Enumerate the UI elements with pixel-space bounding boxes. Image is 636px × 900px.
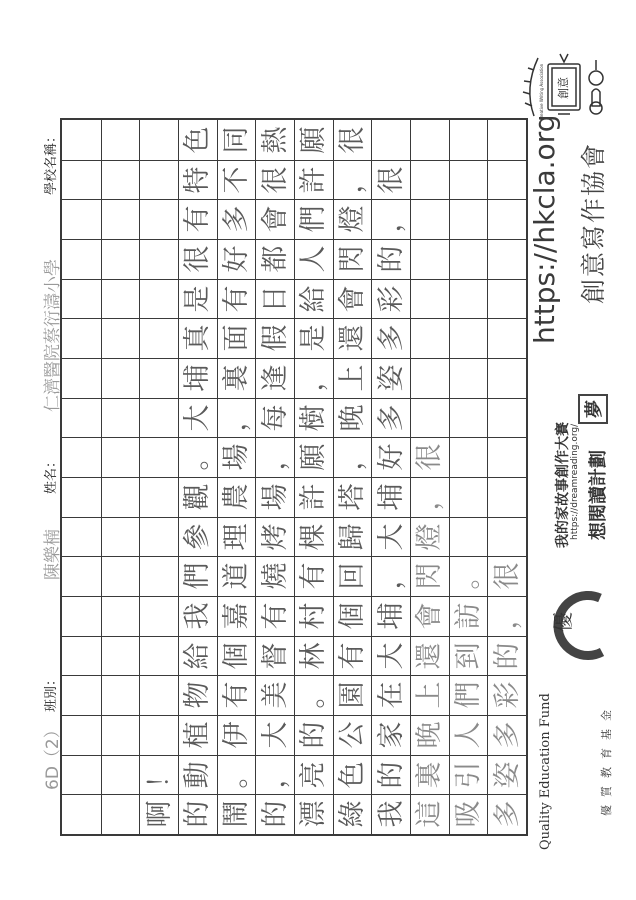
- essay-character: 給: [297, 285, 329, 312]
- essay-character: 色: [181, 126, 213, 154]
- essay-character: 很: [336, 126, 368, 154]
- essay-character: 大: [259, 721, 291, 749]
- essay-character: 會: [336, 285, 368, 312]
- essay-character: 熱: [259, 126, 291, 154]
- essay-character: 我: [181, 602, 213, 630]
- svg-text:Creative Writing Association: Creative Writing Association: [539, 63, 544, 121]
- essay-character: 會: [413, 602, 445, 630]
- essay-character: 好: [375, 443, 407, 471]
- essay-character: 。: [452, 562, 484, 590]
- essay-character: 很: [375, 166, 407, 193]
- essay-character: 場: [259, 483, 291, 511]
- essay-character: 樹: [297, 404, 329, 431]
- fund-name-en: Quality Education Fund: [538, 693, 553, 850]
- essay-character: 公: [336, 721, 368, 749]
- essay-character: ，: [491, 602, 523, 630]
- essay-character: 物: [181, 681, 213, 709]
- essay-character: 綠: [336, 800, 368, 828]
- essay-character: 裏: [413, 761, 445, 788]
- essay-character: ，: [336, 443, 368, 471]
- essay-character: 吸: [452, 800, 484, 828]
- essay-character: 許: [297, 166, 329, 193]
- essay-character: 參: [181, 523, 213, 550]
- class-label: 班別：: [44, 672, 59, 712]
- essay-character: ，: [259, 761, 291, 788]
- essay-character: 燈: [336, 205, 368, 233]
- essay-character: 。: [220, 761, 252, 788]
- essay-character: 的: [491, 642, 523, 669]
- essay-character: 植: [181, 721, 213, 749]
- essay-character: 引: [452, 761, 484, 788]
- essay-character: 每: [259, 404, 291, 431]
- essay-character: 們: [181, 562, 213, 590]
- essay-character: 家: [375, 721, 407, 749]
- name-label: 姓名：: [44, 454, 59, 494]
- association-url: https://hkcla.org: [528, 114, 561, 344]
- essay-character: 農: [220, 483, 252, 511]
- essay-character: 烤: [259, 523, 291, 550]
- essay-character: 回: [336, 562, 368, 590]
- svg-text:創意: 創意: [557, 77, 570, 99]
- essay-character: 大: [181, 404, 213, 431]
- essay-grid: [60, 118, 528, 836]
- fund-name: 優質教育基金: [600, 702, 613, 816]
- essay-character: 還: [336, 324, 368, 352]
- essay-character: 會: [259, 205, 291, 233]
- school-label: 學校名稱：: [44, 129, 59, 195]
- essay-character: 願: [297, 443, 329, 471]
- competition-title: 我的家故事創作大賽: [555, 422, 571, 548]
- school-value: 仁濟醫院蔡衍濤小學: [43, 259, 63, 412]
- essay-character: ，: [336, 166, 368, 193]
- essay-character: 逢: [259, 364, 291, 392]
- essay-character: 真: [181, 324, 213, 352]
- essay-character: 有: [297, 562, 329, 590]
- essay-character: 埔: [375, 483, 407, 511]
- essay-character: 有: [259, 602, 291, 630]
- essay-character: 閃: [413, 562, 445, 590]
- essay-character: 的: [297, 721, 329, 749]
- essay-character: 裏: [220, 364, 252, 392]
- essay-character: 觀: [181, 483, 213, 511]
- essay-character: 晚: [336, 404, 368, 431]
- essay-character: 動: [181, 761, 213, 788]
- essay-character: 多: [375, 324, 407, 352]
- essay-character: 林: [297, 642, 329, 669]
- essay-character: 有: [220, 681, 252, 709]
- essay-character: ，: [375, 205, 407, 233]
- essay-character: 姿: [375, 364, 407, 392]
- essay-character: 在: [375, 681, 407, 709]
- essay-character: 色: [336, 761, 368, 788]
- essay-character: 多: [220, 205, 252, 233]
- essay-character: 人: [297, 245, 329, 273]
- essay-character: 有: [181, 205, 213, 233]
- essay-character: 的: [375, 761, 407, 788]
- essay-character: 大: [375, 523, 407, 550]
- essay-character: 許: [297, 483, 329, 511]
- essay-character: ，: [220, 404, 252, 431]
- essay-character: 鬧: [220, 800, 252, 828]
- essay-character: 很: [181, 245, 213, 273]
- essay-character: 園: [336, 681, 368, 709]
- essay-character: ！: [143, 761, 175, 788]
- essay-character: 的: [181, 800, 213, 828]
- essay-character: 塔: [336, 483, 368, 511]
- name-value: 陳樂楠: [43, 529, 63, 580]
- essay-character: 個: [220, 642, 252, 669]
- essay-character: 燈: [413, 523, 445, 550]
- essay-character: 理: [220, 523, 252, 550]
- essay-character: 彩: [491, 681, 523, 709]
- essay-character: 們: [452, 681, 484, 709]
- essay-character: 晚: [413, 721, 445, 749]
- essay-character: 多: [491, 800, 523, 828]
- essay-character: 嘉: [220, 602, 252, 630]
- essay-character: ，: [297, 364, 329, 392]
- essay-character: 道: [220, 562, 252, 590]
- dream-icon: 夢: [584, 400, 605, 418]
- essay-character: ，: [375, 562, 407, 590]
- essay-character: 。: [181, 443, 213, 471]
- essay-character: 是: [181, 285, 213, 312]
- essay-character: 很: [491, 562, 523, 590]
- program-name: 想閱讀計劃: [588, 450, 609, 540]
- qef-logo: [540, 586, 612, 666]
- essay-character: ，: [413, 483, 445, 511]
- essay-character: 督: [259, 642, 291, 669]
- essay-character: 這: [413, 800, 445, 828]
- essay-character: 還: [413, 642, 445, 669]
- essay-character: 場: [220, 443, 252, 471]
- essay-character: 訪: [452, 602, 484, 630]
- essay-character: 歸: [336, 523, 368, 550]
- essay-character: 是: [297, 324, 329, 352]
- essay-character: 伊: [220, 721, 252, 749]
- essay-character: 埔: [375, 602, 407, 630]
- association-name: 創意寫作協會: [579, 141, 608, 304]
- essay-character: 願: [297, 126, 329, 154]
- essay-character: 亮: [297, 761, 329, 788]
- essay-character: 日: [259, 285, 291, 312]
- essay-character: 假: [259, 324, 291, 352]
- essay-character: 都: [259, 245, 291, 273]
- essay-character: 燒: [259, 562, 291, 590]
- essay-character: 很: [259, 166, 291, 193]
- essay-character: 大: [375, 642, 407, 669]
- essay-character: 閃: [336, 245, 368, 273]
- essay-character: 的: [259, 800, 291, 828]
- essay-character: 村: [297, 602, 329, 630]
- essay-character: 姿: [491, 761, 523, 788]
- essay-character: 美: [259, 681, 291, 709]
- svg-text:優: 優: [551, 612, 575, 632]
- qef-emblem-icon: [540, 586, 612, 666]
- essay-character: 有: [220, 285, 252, 312]
- essay-character: 。: [297, 681, 329, 709]
- essay-character: 有: [336, 642, 368, 669]
- essay-character: 們: [297, 205, 329, 233]
- essay-character: 我: [375, 800, 407, 828]
- essay-character: 到: [452, 642, 484, 669]
- essay-character: 人: [452, 721, 484, 749]
- program-url: https://dreamreading.org/: [570, 423, 580, 540]
- essay-character: 上: [413, 681, 445, 709]
- essay-character: 同: [220, 126, 252, 154]
- essay-character: 漂: [297, 800, 329, 828]
- essay-character: 特: [181, 166, 213, 193]
- essay-character: 給: [181, 642, 213, 669]
- essay-character: 面: [220, 324, 252, 352]
- essay-character: 埔: [181, 364, 213, 392]
- essay-character: ，: [259, 443, 291, 471]
- essay-character: 個: [336, 602, 368, 630]
- essay-character: 上: [336, 364, 368, 392]
- essay-character: 棵: [297, 523, 329, 550]
- essay-character: 好: [220, 245, 252, 273]
- essay-character: 很: [413, 443, 445, 471]
- essay-character: 啊: [143, 800, 175, 828]
- essay-character: 的: [375, 245, 407, 273]
- essay-character: 多: [491, 721, 523, 749]
- essay-character: 彩: [375, 285, 407, 312]
- essay-character: 多: [375, 404, 407, 431]
- essay-character: 不: [220, 166, 252, 193]
- class-value: 6D（2）: [43, 721, 63, 790]
- dream-reading-logo: [578, 394, 608, 424]
